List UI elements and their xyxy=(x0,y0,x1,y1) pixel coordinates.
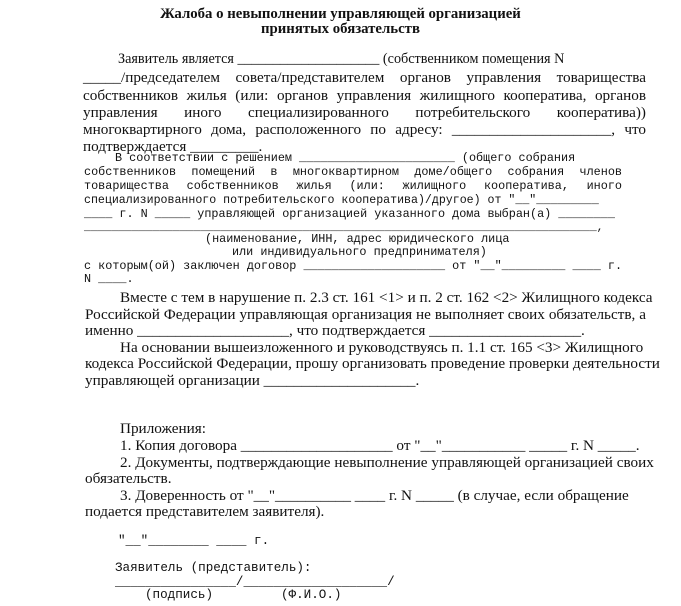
request-line-2: кодекса Российской Федерации, прошу организовать проведение проверки деятельности xyxy=(85,355,660,372)
applicant-line-3: собственников жилья (или: органов управления жилищного кооператива, органов xyxy=(83,87,646,104)
decision-line-5: ____ г. N _____ управляющей организацией указанного дома выбран(а) ________ xyxy=(84,207,615,221)
request-line-3: управляющей организации ____________________. xyxy=(85,372,420,389)
decision-line-4: специализированного потребительского кооператива)/другое) от "__"_________ xyxy=(84,194,599,207)
attachment-item-2: 2. Документы, подтверждающие невыполнение управляющей организацией своих xyxy=(120,454,654,471)
applicant-line-1: Заявитель является ____________________ (собственником помещения N xyxy=(118,51,565,67)
signature-applicant-label: Заявитель (представитель): xyxy=(115,561,312,575)
signature-date: "__"________ ____ г. xyxy=(118,534,270,548)
decision-line-3: товарищества собственников жилья (или: жилищного кооператива, иного xyxy=(84,179,622,193)
request-line-1: На основании вышеизложенного и руководствуясь п. 1.1 ст. 165 <3> Жилищного xyxy=(120,339,644,356)
violation-line-2: Российской Федерации управляющая организация не выполняет своих обязательств, а xyxy=(85,306,646,323)
attachment-item-3: 3. Доверенность от "__"__________ ____ г. N _____ (в случае, если обращение xyxy=(120,487,629,504)
document-title-line-2: принятых обязательств xyxy=(261,21,420,37)
applicant-line-6: подтверждается _________. xyxy=(83,138,263,155)
decision-line-2: собственников помещений в многоквартирном доме/общего собрания членов xyxy=(84,165,622,179)
decision-line-7: с которым(ой) заключен договор ____________________ от "__"_________ ____ г. xyxy=(84,259,623,273)
signature-caption-name: (Ф.И.О.) xyxy=(281,588,342,602)
decision-line-8: N ____. xyxy=(84,272,134,286)
signature-lines: ________________/___________________/ xyxy=(115,575,395,589)
violation-line-1: Вместе с тем в нарушение п. 2.3 ст. 161 <1> и п. 2 ст. 162 <2> Жилищного кодекса xyxy=(120,289,653,306)
attachment-item-3-cont: подается представителем заявителя). xyxy=(85,503,325,520)
decision-line-1: В соответствии с решением ______________________ (общего собрания xyxy=(115,151,576,165)
attachment-item-1: 1. Копия договора ____________________ от "__"___________ _____ г. N _____. xyxy=(120,437,640,454)
document-title-line-1: Жалоба о невыполнении управляющей организацией xyxy=(160,6,521,22)
attachment-item-2-cont: обязательств. xyxy=(85,470,172,487)
violation-line-3: именно ____________________, что подтверждается ____________________. xyxy=(85,322,585,339)
applicant-line-2: _____/председателем совета/представителем органов управления товарищества xyxy=(83,69,646,86)
decision-caption-1: (наименование, ИНН, адрес юридического лица xyxy=(205,232,510,246)
decision-caption-2: или индивидуального предпринимателя) xyxy=(232,245,487,259)
signature-caption-signature: (подпись) xyxy=(145,588,214,602)
applicant-line-4: управления иного специализированного потребительского кооператива)) xyxy=(83,104,646,121)
attachments-heading: Приложения: xyxy=(120,420,206,437)
decision-line-6: ___________________________________________________________________________, xyxy=(84,222,604,234)
applicant-line-5: многоквартирного дома, расположенного по адресу: _____________________, что xyxy=(83,121,646,138)
